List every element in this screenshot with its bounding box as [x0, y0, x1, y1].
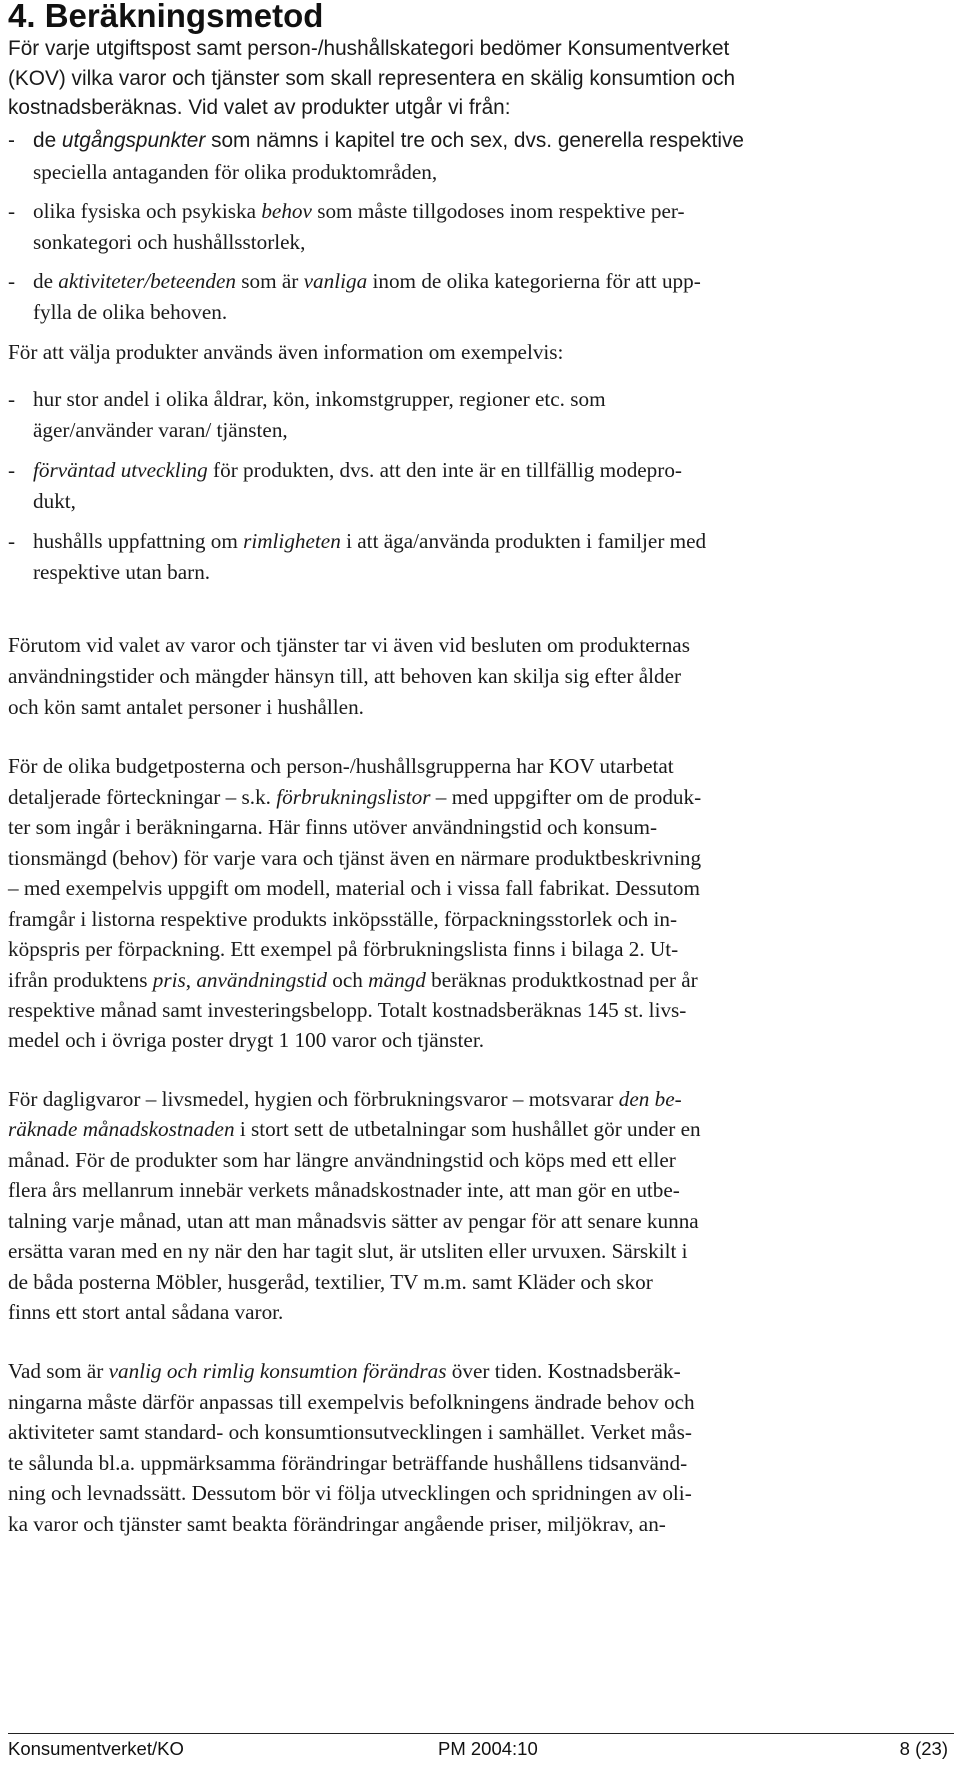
paragraph-line: Förutom vid valet av varor och tjänster tar vi även vid besluten om produkternas	[8, 633, 690, 657]
paragraph-line: räknade månadskostnaden i stort sett de utbetalningar som hushållet gör under en	[8, 1117, 701, 1141]
paragraph-line: aktiviteter samt standard- och konsumtionsutvecklingen i samhället. Verket mås-	[8, 1420, 692, 1444]
paragraph-line: – med exempelvis uppgift om modell, material och i vissa fall fabrikat. Dessutom	[8, 876, 700, 900]
bullet-item: olika fysiska och psykiska behov som måste tillgodoses inom respektive per-	[33, 199, 685, 223]
bullet-item-cont: äger/använder varan/ tjänsten,	[33, 418, 288, 442]
paragraph-line: finns ett stort antal sådana varor.	[8, 1300, 284, 1324]
bullet-item-cont: sonkategori och hushållsstorlek,	[33, 230, 306, 254]
info-intro: För att välja produkter används även information om exempelvis:	[8, 340, 564, 364]
bullet-dash: -	[8, 458, 16, 482]
section-heading: 4. Beräkningsmetod	[8, 0, 324, 34]
intro-line: kostnadsberäknas. Vid valet av produkter utgår vi från:	[8, 96, 511, 119]
paragraph-line: köpspris per förpackning. Ett exempel på förbrukningslista finns i bilaga 2. Ut-	[8, 937, 679, 961]
paragraph-line: Vad som är vanlig och rimlig konsumtion förändras över tiden. Kostnadsberäk-	[8, 1359, 681, 1383]
bullet-item: förväntad utveckling för produkten, dvs. att den inte är en tillfällig modepro-	[33, 458, 682, 482]
bullet-dash: -	[8, 199, 16, 223]
bullet-item-cont: dukt,	[33, 489, 76, 513]
paragraph-line: ter som ingår i beräkningarna. Här finns utöver användningstid och konsum-	[8, 815, 658, 839]
paragraph-line: ifrån produktens pris, användningstid och mängd beräknas produktkostnad per år	[8, 968, 698, 992]
paragraph-line: användningstider och mängder hänsyn till, att behoven kan skilja sig efter ålder	[8, 664, 682, 688]
bullet-dash: -	[8, 387, 16, 411]
paragraph-line: talning varje månad, utan att man månadsvis sätter av pengar för att senare kunna	[8, 1209, 699, 1233]
paragraph-line: respektive månad samt investeringsbelopp. Totalt kostnadsberäknas 145 st. livs-	[8, 998, 687, 1022]
bullet-item-cont: speciella antaganden för olika produktområden,	[33, 160, 438, 184]
bullet-item: de aktiviteter/beteenden som är vanliga inom de olika kategorierna för att upp-	[33, 269, 701, 293]
paragraph-line: flera års mellanrum innebär verkets månadskostnader inte, att man gör en utbe-	[8, 1178, 680, 1202]
bullet-dash: -	[8, 529, 16, 553]
intro-line: För varje utgiftspost samt person-/hushållskategori bedömer Konsumentverket	[8, 37, 730, 60]
bullet-item: hur stor andel i olika åldrar, kön, inkomstgrupper, regioner etc. som	[33, 387, 606, 411]
paragraph-line: För dagligvaror – livsmedel, hygien och förbrukningsvaror – motsvarar den be-	[8, 1087, 682, 1111]
paragraph-line: och kön samt antalet personer i hushållen.	[8, 695, 364, 719]
paragraph-line: te sålunda bl.a. uppmärksamma förändringar beträffande hushållens tidsanvänd-	[8, 1451, 688, 1475]
paragraph-line: medel och i övriga poster drygt 1 100 varor och tjänster.	[8, 1028, 485, 1052]
footer-page-number: 8 (23)	[899, 1738, 948, 1759]
bullet-item: de utgångspunkter som nämns i kapitel tre och sex, dvs. generella respektive	[33, 129, 744, 152]
paragraph-line: framgår i listorna respektive produkts inköpsställe, förpackningsstorlek och in-	[8, 907, 678, 931]
paragraph-line: månad. För de produkter som har längre användningstid och köps med ett eller	[8, 1148, 676, 1172]
bullet-dash: -	[8, 269, 16, 293]
paragraph-line: de båda posterna Möbler, husgeråd, textilier, TV m.m. samt Kläder och skor	[8, 1270, 653, 1294]
paragraph-line: ka varor och tjänster samt beakta förändringar angående priser, miljökrav, an-	[8, 1512, 666, 1536]
paragraph-line: ning och levnadssätt. Dessutom bör vi följa utvecklingen och spridningen av oli-	[8, 1481, 692, 1505]
paragraph-line: För de olika budgetposterna och person-/hushållsgrupperna har KOV utarbetat	[8, 754, 674, 778]
bullet-item: hushålls uppfattning om rimligheten i att äga/använda produkten i familjer med	[33, 529, 707, 553]
intro-line: (KOV) vilka varor och tjänster som skall representera en skälig konsumtion och	[8, 67, 736, 90]
paragraph-line: ersätta varan med en ny när den har tagit slut, är utsliten eller urvuxen. Särskilt i	[8, 1239, 688, 1263]
paragraph-line: tionsmängd (behov) för varje vara och tjänst även en närmare produktbeskrivning	[8, 846, 702, 870]
paragraph-line: ningarna måste därför anpassas till exempelvis befolkningens ändrade behov och	[8, 1390, 695, 1414]
bullet-item-cont: respektive utan barn.	[33, 560, 211, 584]
bullet-item-cont: fylla de olika behoven.	[33, 300, 228, 324]
footer-doc-number: PM 2004:10	[438, 1738, 538, 1759]
bullet-dash: -	[8, 129, 15, 152]
paragraph-line: detaljerade förteckningar – s.k. förbrukningslistor – med uppgifter om de produk-	[8, 785, 702, 809]
footer-rule	[8, 1733, 954, 1734]
footer-publisher: Konsumentverket/KO	[8, 1738, 184, 1759]
